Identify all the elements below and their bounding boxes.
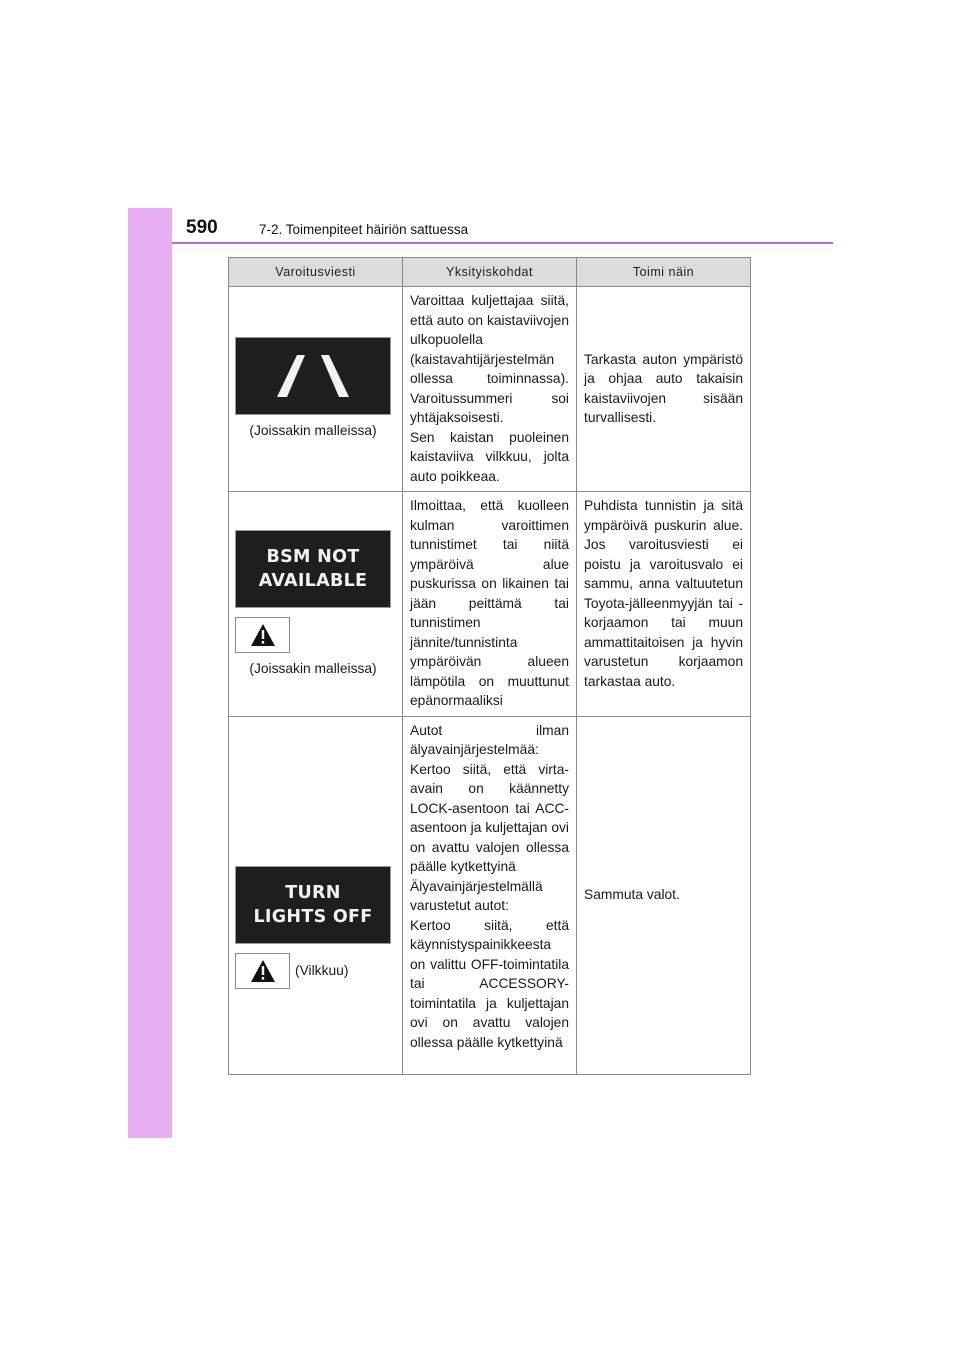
lane-departure-display — [235, 337, 391, 415]
details-text: Autot ilman älyavainjärjestelmää: — [410, 722, 569, 757]
action-cell — [577, 716, 751, 1074]
blink-note: (Vilkkuu) — [295, 962, 349, 978]
action-text: Tarkasta auton ympäristö ja ohjaa auto takaisin kaistaviivojen sisään turvallisesti. — [584, 351, 743, 425]
warning-triangle-icon — [250, 959, 276, 983]
display-line: BSM NOT — [266, 546, 360, 567]
details-text: Sen kaistan puoleinen kaistaviiva vilkkuu, jolta auto poikkeaa. — [410, 429, 569, 484]
details-text: Varoittaa kuljettajaa siitä, että auto on kaistaviivojen ulkopuolella (kaistavahtijärjestelmän ollessa toiminnassa). Varoitussummeri soi yhtäjaksoisesti. — [410, 293, 569, 425]
action-text: Sammuta valot. — [584, 886, 680, 902]
header-rule — [172, 242, 833, 244]
warning-triangle-box — [235, 953, 290, 989]
table-row — [229, 492, 751, 717]
details-text: Kertoo siitä, että käynnistyspainikkeesta on valittu OFF-toimintatila tai ACCESSORY-toimintatila ja kuljettajan ovi on avattu valojen ollessa päälle kytkettyinä — [410, 917, 569, 1050]
details-text: Kertoo siitä, että virta-avain on käännetty LOCK-asentoon tai ACC-asentoon ja kuljettajan ovi on avattu valojen ollessa päälle kytkettyinä — [410, 761, 569, 874]
lane-lines-icon — [263, 353, 363, 399]
column-header-action: Toimi näin — [577, 258, 751, 287]
details-text: Ilmoittaa, että kuolleen kulman varoittimen tunnistimet tai niitä ympäröivä alue puskurissa on likainen tai jään peittämä tai tunnistimen jännite/tunnistinta ympäröivän alueen lämpötila on muuttunut epänormaaliksi — [410, 498, 569, 708]
page-number: 590 — [186, 217, 218, 238]
warning-triangle-icon — [250, 623, 276, 647]
table-header-row — [229, 258, 751, 287]
display-line: AVAILABLE — [258, 570, 368, 591]
column-header-message: Varoitusviesti — [229, 258, 403, 287]
display-line: LIGHTS OFF — [253, 906, 373, 927]
message-cell — [229, 492, 403, 717]
details-cell — [403, 716, 577, 1074]
bsm-not-available-display — [235, 530, 391, 608]
chapter-tab-bar — [128, 208, 172, 1138]
warning-triangle-box — [235, 617, 290, 653]
model-note: (Joissakin malleissa) — [249, 423, 377, 439]
table-row — [229, 287, 751, 492]
details-text: Älyavainjärjestelmällä varustetut autot: — [410, 878, 543, 913]
warning-message-table — [228, 257, 751, 1075]
model-note: (Joissakin malleissa) — [249, 660, 377, 676]
turn-lights-off-display — [235, 866, 391, 944]
display-line: TURN — [285, 882, 341, 903]
action-cell — [577, 492, 751, 717]
action-cell — [577, 287, 751, 492]
message-cell — [229, 716, 403, 1074]
message-cell — [229, 287, 403, 492]
section-title: 7-2. Toimenpiteet häiriön sattuessa — [259, 222, 469, 237]
action-text: Puhdista tunnistin ja sitä ympäröivä puskurin alue. Jos varoitusviesti ei poistu ja varoitusvalo ei sammu, anna valtuutetun Toyota-jälleenmyyjän tai -korjaamon tai muun ammattitaitoisen ja hyvin varustetun korjaamon tarkastaa auto. — [584, 498, 743, 689]
details-cell — [403, 492, 577, 717]
details-cell — [403, 287, 577, 492]
table-row — [229, 716, 751, 1074]
column-header-details: Yksityiskohdat — [403, 258, 577, 287]
